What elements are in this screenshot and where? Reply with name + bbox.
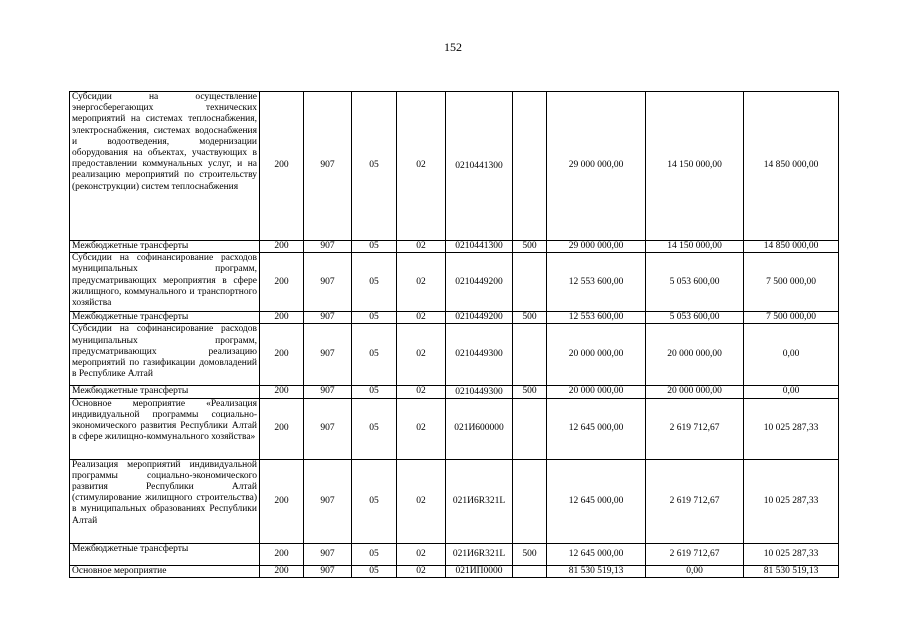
target-article-cell: 021ИП0000 — [446, 565, 513, 577]
table-row — [70, 386, 839, 398]
row-name-cell: Межбюджетные трансферты — [70, 386, 260, 398]
expense-type-cell — [513, 253, 547, 312]
target-article-cell: 021И600000 — [446, 398, 513, 459]
sum-year-3-cell: 81 530 519,13 — [744, 565, 839, 577]
sum-year-2-cell: 5 053 600,00 — [646, 253, 744, 312]
section-code-cell: 05 — [352, 253, 397, 312]
sum-year-2-cell: 20 000 000,00 — [646, 386, 744, 398]
ministry-code-cell: 907 — [304, 241, 352, 253]
section-code-cell: 05 — [352, 312, 397, 324]
sum-year-3-cell: 14 850 000,00 — [744, 241, 839, 253]
row-name-cell: Межбюджетные трансферты — [70, 241, 260, 253]
subsection-code-cell: 02 — [397, 241, 446, 253]
subsection-code-cell: 02 — [397, 398, 446, 459]
row-name-cell: Основное мероприятие «Реализация индивидуальной программы социально-экономического развития Республики Алтай в сфере жилищно-коммунального хозяйства» — [70, 398, 260, 459]
expense-type-cell — [513, 398, 547, 459]
target-article-cell: 0210449200 — [446, 253, 513, 312]
ministry-code-cell: 907 — [304, 324, 352, 386]
subsection-code-cell: 02 — [397, 253, 446, 312]
sum-year-2-cell: 2 619 712,67 — [646, 398, 744, 459]
table-row — [70, 459, 839, 543]
expense-type-cell: 500 — [513, 312, 547, 324]
section-code-cell: 05 — [352, 565, 397, 577]
code-1-cell: 200 — [260, 398, 304, 459]
table-row — [70, 312, 839, 324]
row-name-cell: Субсидии на софинансирование расходов муниципальных программ, предусматривающих реализацию мероприятий по газификации домовладений в Республике Алтай — [70, 324, 260, 386]
expense-type-cell: 500 — [513, 241, 547, 253]
target-article-cell: 0210441300 — [446, 92, 513, 241]
table-row — [70, 241, 839, 253]
ministry-code-cell: 907 — [304, 312, 352, 324]
row-name-cell: Субсидии на софинансирование расходов муниципальных программ, предусматривающих мероприятия в сфере жилищного, коммунального и транспортного хозяйства — [70, 253, 260, 312]
sum-year-2-cell: 14 150 000,00 — [646, 92, 744, 241]
sum-year-1-cell: 20 000 000,00 — [547, 324, 646, 386]
section-code-cell: 05 — [352, 386, 397, 398]
target-article-cell: 021И6R321L — [446, 543, 513, 565]
expense-type-cell: 500 — [513, 543, 547, 565]
expense-type-cell — [513, 92, 547, 241]
ministry-code-cell: 907 — [304, 253, 352, 312]
sum-year-2-cell: 2 619 712,67 — [646, 459, 744, 543]
sum-year-1-cell: 29 000 000,00 — [547, 92, 646, 241]
section-code-cell: 05 — [352, 92, 397, 241]
target-article-cell: 0210449300 — [446, 386, 513, 398]
table-row — [70, 398, 839, 459]
sum-year-1-cell: 12 553 600,00 — [547, 253, 646, 312]
sum-year-3-cell: 14 850 000,00 — [744, 92, 839, 241]
sum-year-1-cell: 81 530 519,13 — [547, 565, 646, 577]
code-1-cell: 200 — [260, 312, 304, 324]
row-name-cell: Субсидии на осуществление энергосберегающих технических мероприятий на системах теплоснабжения, электроснабжения, системах водоснабжения и водоотведения, модернизации оборудования на объектах, участвующих в предоставлении коммунальных услуг, и на реализацию мероприятий по строительству (реконструкции) систем теплоснабжения — [70, 92, 260, 241]
target-article-cell: 0210449200 — [446, 312, 513, 324]
sum-year-1-cell: 12 553 600,00 — [547, 312, 646, 324]
sum-year-3-cell: 0,00 — [744, 386, 839, 398]
sum-year-2-cell: 14 150 000,00 — [646, 241, 744, 253]
sum-year-2-cell: 20 000 000,00 — [646, 324, 744, 386]
expense-type-cell — [513, 324, 547, 386]
table-row — [70, 565, 839, 577]
expense-type-cell: 500 — [513, 386, 547, 398]
sum-year-1-cell: 12 645 000,00 — [547, 543, 646, 565]
code-1-cell: 200 — [260, 565, 304, 577]
sum-year-3-cell: 7 500 000,00 — [744, 312, 839, 324]
expense-type-cell — [513, 459, 547, 543]
expense-type-cell — [513, 565, 547, 577]
sum-year-1-cell: 29 000 000,00 — [547, 241, 646, 253]
code-1-cell: 200 — [260, 253, 304, 312]
code-1-cell: 200 — [260, 459, 304, 543]
subsection-code-cell: 02 — [397, 92, 446, 241]
table-row — [70, 253, 839, 312]
sum-year-1-cell: 20 000 000,00 — [547, 386, 646, 398]
sum-year-1-cell: 12 645 000,00 — [547, 398, 646, 459]
row-name-cell: Реализация мероприятий индивидуальной программы социально-экономического развития Республики Алтай (стимулирование жилищного строительства) в муниципальных образованиях Республики Алтай — [70, 459, 260, 543]
code-1-cell: 200 — [260, 386, 304, 398]
sum-year-2-cell: 2 619 712,67 — [646, 543, 744, 565]
ministry-code-cell: 907 — [304, 543, 352, 565]
table-row — [70, 543, 839, 565]
sum-year-2-cell: 0,00 — [646, 565, 744, 577]
subsection-code-cell: 02 — [397, 543, 446, 565]
ministry-code-cell: 907 — [304, 459, 352, 543]
code-1-cell: 200 — [260, 324, 304, 386]
sum-year-1-cell: 12 645 000,00 — [547, 459, 646, 543]
subsection-code-cell: 02 — [397, 565, 446, 577]
sum-year-2-cell: 5 053 600,00 — [646, 312, 744, 324]
target-article-cell: 021И6R321L — [446, 459, 513, 543]
section-code-cell: 05 — [352, 241, 397, 253]
subsection-code-cell: 02 — [397, 324, 446, 386]
sum-year-3-cell: 10 025 287,33 — [744, 459, 839, 543]
subsection-code-cell: 02 — [397, 386, 446, 398]
table-row — [70, 324, 839, 386]
sum-year-3-cell: 0,00 — [744, 324, 839, 386]
code-1-cell: 200 — [260, 92, 304, 241]
subsection-code-cell: 02 — [397, 312, 446, 324]
budget-table — [69, 91, 839, 578]
ministry-code-cell: 907 — [304, 565, 352, 577]
section-code-cell: 05 — [352, 459, 397, 543]
row-name-cell: Основное мероприятие — [70, 565, 260, 577]
sum-year-3-cell: 7 500 000,00 — [744, 253, 839, 312]
ministry-code-cell: 907 — [304, 398, 352, 459]
page-number: 152 — [444, 40, 462, 54]
subsection-code-cell: 02 — [397, 459, 446, 543]
sum-year-3-cell: 10 025 287,33 — [744, 398, 839, 459]
target-article-cell: 0210449300 — [446, 324, 513, 386]
row-name-cell: Межбюджетные трансферты — [70, 543, 260, 565]
target-article-cell: 0210441300 — [446, 241, 513, 253]
ministry-code-cell: 907 — [304, 92, 352, 241]
code-1-cell: 200 — [260, 241, 304, 253]
section-code-cell: 05 — [352, 543, 397, 565]
sum-year-3-cell: 10 025 287,33 — [744, 543, 839, 565]
code-1-cell: 200 — [260, 543, 304, 565]
row-name-cell: Межбюджетные трансферты — [70, 312, 260, 324]
section-code-cell: 05 — [352, 398, 397, 459]
table-row — [70, 92, 839, 241]
ministry-code-cell: 907 — [304, 386, 352, 398]
section-code-cell: 05 — [352, 324, 397, 386]
